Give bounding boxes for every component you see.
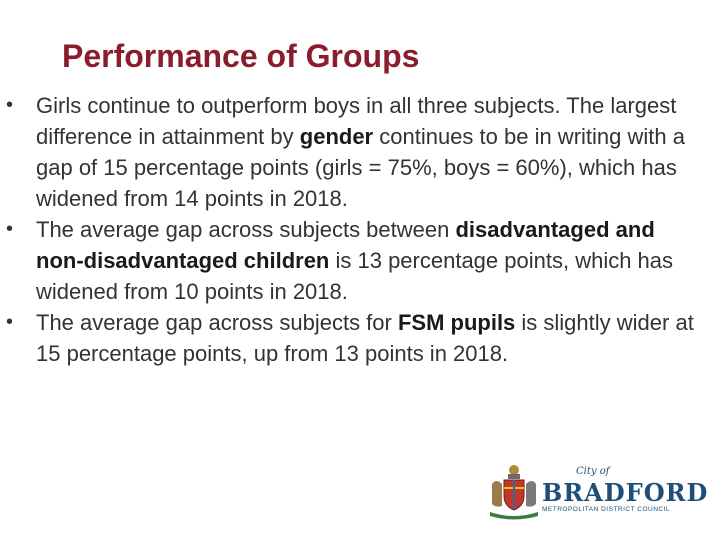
bullet-item: [0, 214, 700, 307]
slide-title: Performance of Groups: [62, 38, 420, 74]
bullet-text: is slightly wider at 15 percentage points, up from 13 points in 2018.: [36, 310, 694, 366]
council-logo: [486, 462, 709, 522]
bullet-item: [0, 90, 700, 214]
coat-of-arms-icon: [486, 462, 542, 522]
bullet-marker: •: [6, 311, 14, 333]
bullet-text: Girls continue to outperform boys in all three subjects. The largest difference in attainment by: [36, 93, 677, 149]
bullet-list: [0, 90, 700, 369]
logo-subtitle: METROPOLITAN DISTRICT COUNCIL: [542, 506, 671, 513]
bullet-emphasis: disadvantaged and non-disadvantaged children: [36, 217, 655, 273]
bullet-text: The average gap across subjects between: [36, 217, 456, 242]
bullet-text: continues to be in writing with a gap of 15 percentage points (girls = 75%, boys = 60%), which has widened from 14 points in 2018.: [36, 124, 685, 211]
bullet-text: is 13 percentage points, which has widened from 10 points in 2018.: [36, 248, 674, 304]
bullet-marker: •: [6, 218, 14, 240]
bullet-emphasis: gender: [299, 124, 374, 149]
bullet-text: The average gap across subjects for: [36, 310, 398, 335]
bullet-item: [0, 307, 700, 369]
logo-city-of: City of: [576, 466, 610, 477]
bullet-emphasis: FSM pupils: [397, 310, 516, 335]
bullet-marker: •: [6, 94, 14, 116]
logo-name: BRADFORD: [542, 478, 709, 507]
